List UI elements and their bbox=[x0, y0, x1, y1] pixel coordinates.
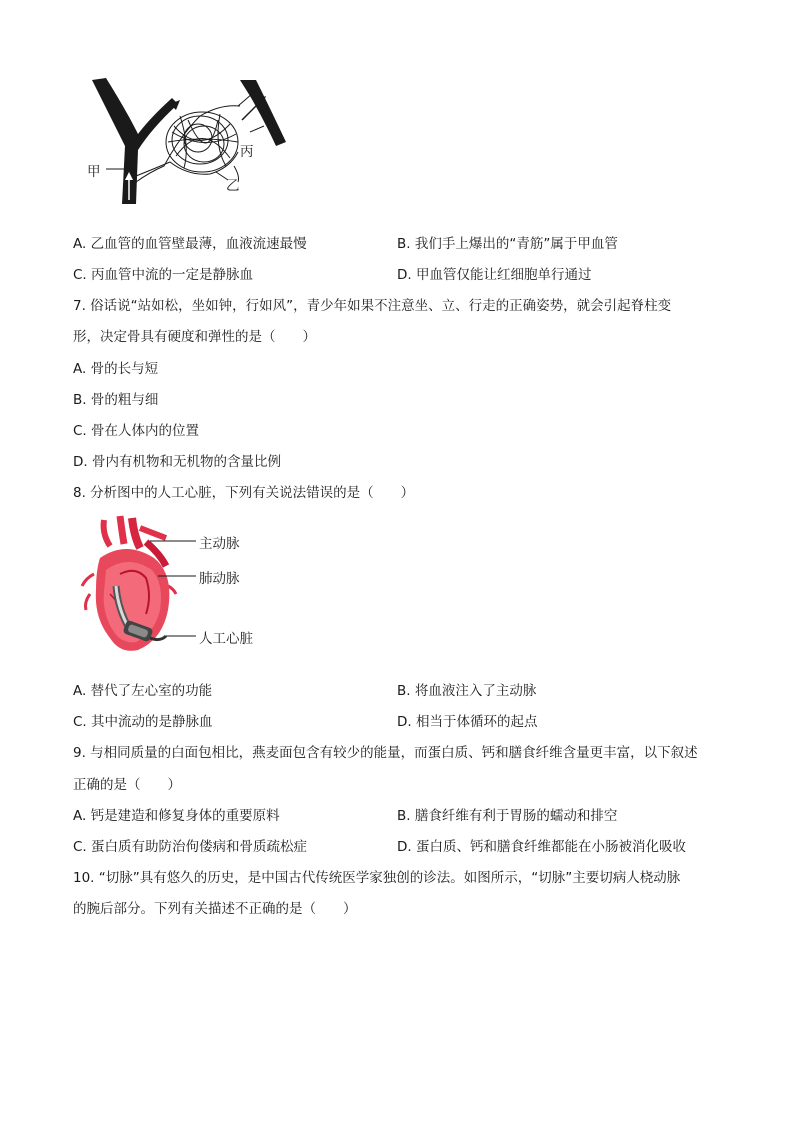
label-bing: 丙 bbox=[240, 144, 254, 160]
q9-stem-line1: 9. 与相同质量的白面包相比，燕麦面包含有较少的能量，而蛋白质、钙和膳食纤维含量更丰富，以下叙述 bbox=[73, 745, 698, 761]
label-artificial-heart: 人工心脏 bbox=[199, 631, 253, 647]
q6-option-a: A. 乙血管的血管壁最薄，血液流速最慢 bbox=[73, 236, 307, 252]
label-pulmonary-artery: 肺动脉 bbox=[199, 571, 240, 587]
q7-option-a: A. 骨的长与短 bbox=[73, 361, 159, 377]
q9-option-a: A. 钙是建造和修复身体的重要原料 bbox=[73, 808, 280, 824]
q7-stem-line1: 7. 俗话说“站如松，坐如钟，行如风”，青少年如果不注意坐、立、行走的正确姿势，就会引起脊柱变 bbox=[73, 298, 672, 314]
q6-option-d: D. 甲血管仅能让红细胞单行通过 bbox=[397, 267, 592, 283]
q10-stem-line1: 10. “切脉”具有悠久的历史，是中国古代传统医学家独创的诊法。如图所示，“切脉”主要切病人桡动脉 bbox=[73, 870, 681, 886]
vessel-diagram bbox=[80, 76, 300, 208]
q6-option-c: C. 丙血管中流的一定是静脉血 bbox=[73, 267, 254, 283]
heart-figure bbox=[80, 514, 280, 656]
q7-option-d: D. 骨内有机物和无机物的含量比例 bbox=[73, 454, 281, 470]
q9-option-b: B. 膳食纤维有利于胃肠的蠕动和排空 bbox=[397, 808, 618, 824]
q7-stem-line2: 形，决定骨具有硬度和弹性的是（ ） bbox=[73, 329, 316, 345]
q8-option-a: A. 替代了左心室的功能 bbox=[73, 683, 213, 699]
q9-option-d: D. 蛋白质、钙和膳食纤维都能在小肠被消化吸收 bbox=[397, 839, 686, 855]
q8-option-d: D. 相当于体循环的起点 bbox=[397, 714, 538, 730]
label-jia: 甲 bbox=[87, 164, 101, 180]
label-aorta: 主动脉 bbox=[199, 536, 240, 552]
q6-option-b: B. 我们手上爆出的“青筋”属于甲血管 bbox=[397, 236, 618, 252]
q8-stem: 8. 分析图中的人工心脏，下列有关说法错误的是（ ） bbox=[73, 485, 415, 501]
q8-option-b: B. 将血液注入了主动脉 bbox=[397, 683, 537, 699]
q9-option-c: C. 蛋白质有助防治佝偻病和骨质疏松症 bbox=[73, 839, 308, 855]
q8-option-c: C. 其中流动的是静脉血 bbox=[73, 714, 213, 730]
label-yi: 乙 bbox=[226, 178, 240, 194]
q9-stem-line2: 正确的是（ ） bbox=[73, 777, 181, 793]
q7-option-c: C. 骨在人体内的位置 bbox=[73, 423, 200, 439]
vessel-figure bbox=[80, 76, 300, 208]
q7-option-b: B. 骨的粗与细 bbox=[73, 392, 159, 408]
q10-stem-line2: 的腕后部分。下列有关描述不正确的是（ ） bbox=[73, 901, 357, 917]
